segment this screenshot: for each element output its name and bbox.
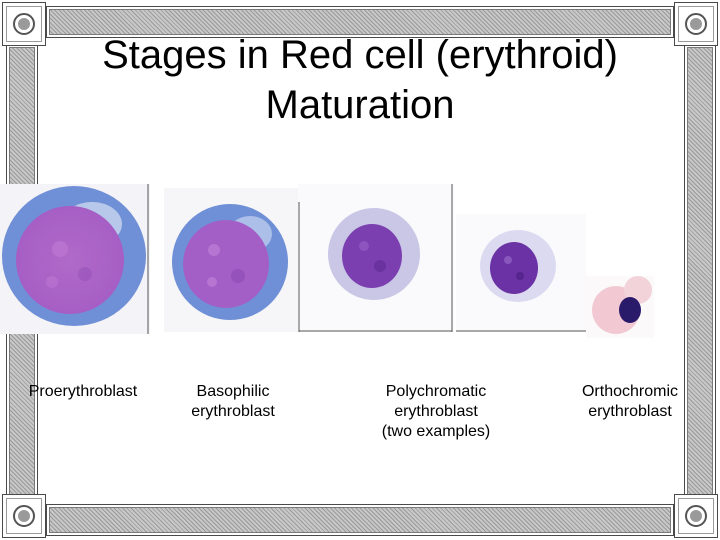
frame-corner-top-left	[2, 2, 46, 46]
stage-caption-basophilic	[158, 382, 308, 422]
frame-bottom-bar	[46, 504, 674, 536]
circle-ornament-icon	[682, 10, 710, 38]
stage-caption-orthochromic	[564, 382, 696, 422]
basophilic-erythroblast-image	[164, 188, 300, 332]
circle-ornament-icon	[682, 502, 710, 530]
stage-caption-polychromatic	[356, 382, 516, 442]
frame-corner-bottom-right	[674, 494, 718, 538]
slide-title-line-2: Maturation	[265, 83, 455, 127]
polychromatic-erythroblast-image-1	[298, 184, 454, 332]
caption-line: Basophilic	[196, 383, 270, 400]
slide-title	[60, 30, 660, 130]
caption-line: erythroblast	[191, 403, 275, 420]
frame-corner-bottom-left	[2, 494, 46, 538]
orthochromic-erythroblast-image	[586, 276, 654, 338]
caption-line: erythroblast	[588, 403, 672, 420]
polychromatic-erythroblast-image-2	[456, 214, 586, 332]
frame-corner-top-right	[674, 2, 718, 46]
frame-right-bar	[684, 44, 716, 498]
slide-title-line-1: Stages in Red cell (erythroid)	[102, 33, 618, 77]
caption-line: (two examples)	[381, 423, 491, 440]
caption-line: Orthochromic	[581, 383, 679, 400]
circle-ornament-icon	[10, 502, 38, 530]
stage-caption-proerythroblast	[8, 382, 158, 402]
caption-line: Proerythroblast	[28, 383, 138, 400]
proerythroblast-image	[0, 184, 150, 334]
caption-line: erythroblast	[394, 403, 478, 420]
circle-ornament-icon	[10, 10, 38, 38]
caption-line: Polychromatic	[385, 383, 487, 400]
